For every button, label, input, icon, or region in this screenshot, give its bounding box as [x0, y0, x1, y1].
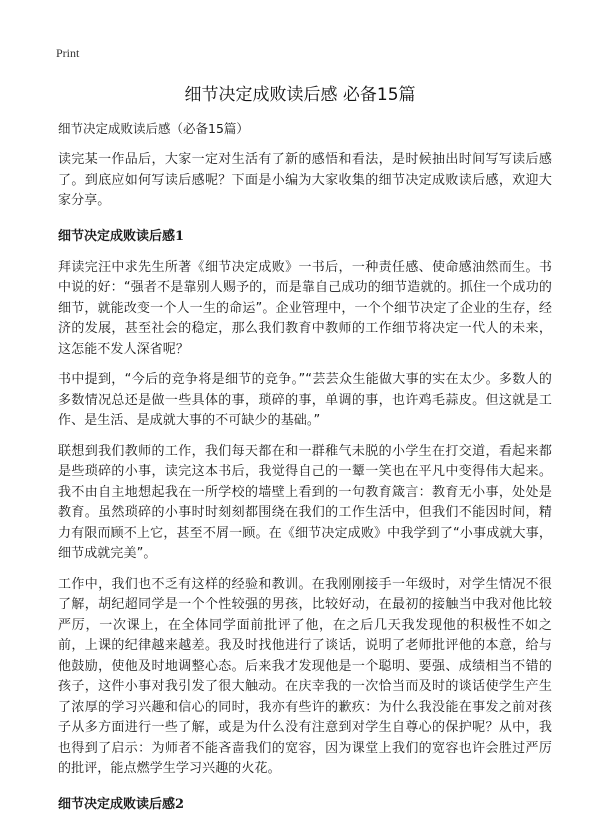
section-paragraph: 联想到我们教师的工作，我们每天都在和一群稚气未脱的小学生在打交道，看起来都是些琐碎的小事，读完这本书后，我觉得自己的一颦一笑也在平凡中变得伟大起来。我不由自主地想起我在一所学校的墙壁上看到的一句教育箴言：教育无小事，处处是教育。虽然琐碎的小事时时刻刻都围绕在我们的工作生活中，但我们不能因时间，精力有限而顾不上它，甚至不屑一顾。在《细节决定成败》中我学到了“小事成就大事，细节成就完美”。	[58, 443, 552, 561]
document-body	[58, 120, 552, 826]
intro-paragraph: 读完某一作品后，大家一定对生活有了新的感悟和看法，是时候抽出时间写写读后感了。到底应如何写读后感呢？下面是小编为大家收集的细节决定成败读后感，欢迎大家分享。	[58, 152, 552, 208]
page-title: 细节决定成败读后感 必备15篇	[184, 85, 416, 105]
section-paragraph: 工作中，我们也不乏有这样的经验和教训。在我刚刚接手一年级时，对学生情况不很了解，胡纪超同学是一个个性较强的男孩，比较好动，在最初的接触当中我对他比较严厉，一次课上，在全体同学面前批评了他，在之后几天我发现他的积极性不如之前，上课的纪律越来越差。我及时找他进行了谈话，说明了老师批评他的本意，给与他鼓励，使他及时地调整心态。后来我才发现他是一个聪明、要强、成绩相当不错的孩子，这件小事对我引发了很大触动。在庆幸我的一次恰当而及时的谈话使学生产生了浓厚的学习兴趣和信心的同时，我亦有些许的歉疚：为什么我没能在事发之前对孩子从多方面进行一些了解，或是为什么没有注意到对学生自尊心的保护呢？从中，我也得到了启示：为师者不能吝啬我们的宽容，因为课堂上我们的宽容也许会胜过严厉的批评，能点燃学生学习兴趣的火花。	[58, 576, 552, 776]
section-paragraph: 书中提到，“今后的竞争将是细节的竞争。”“芸芸众生能做大事的实在太少。多数人的多数情况总还是做一些具体的事，琐碎的事，单调的事，也许鸡毛蒜皮。但这就是工作、是生活、是成就大事的不可缺少的基础。”	[58, 372, 552, 428]
section-heading: 细节决定成败读后感1	[58, 228, 185, 244]
section-heading: 细节决定成败读后感2	[58, 796, 185, 812]
document-subtitle: 细节决定成败读后感（必备15篇）	[58, 121, 249, 136]
section-paragraph: 拜读完汪中求先生所著《细节决定成败》一书后，一种责任感、使命感油然而生。书中说的好：“强者不是靠别人赐予的，而是靠自己成功的细节造就的。抓住一个成功的细节，就能改变一个人一生的命运”。企业管理中，一个个细节决定了企业的生存，经济的发展，甚至社会的稳定，那么我们教育中教师的工作细节将决定一代人的未来，这怎能不发人深省呢？	[58, 259, 552, 357]
print-label: Print	[56, 46, 80, 60]
